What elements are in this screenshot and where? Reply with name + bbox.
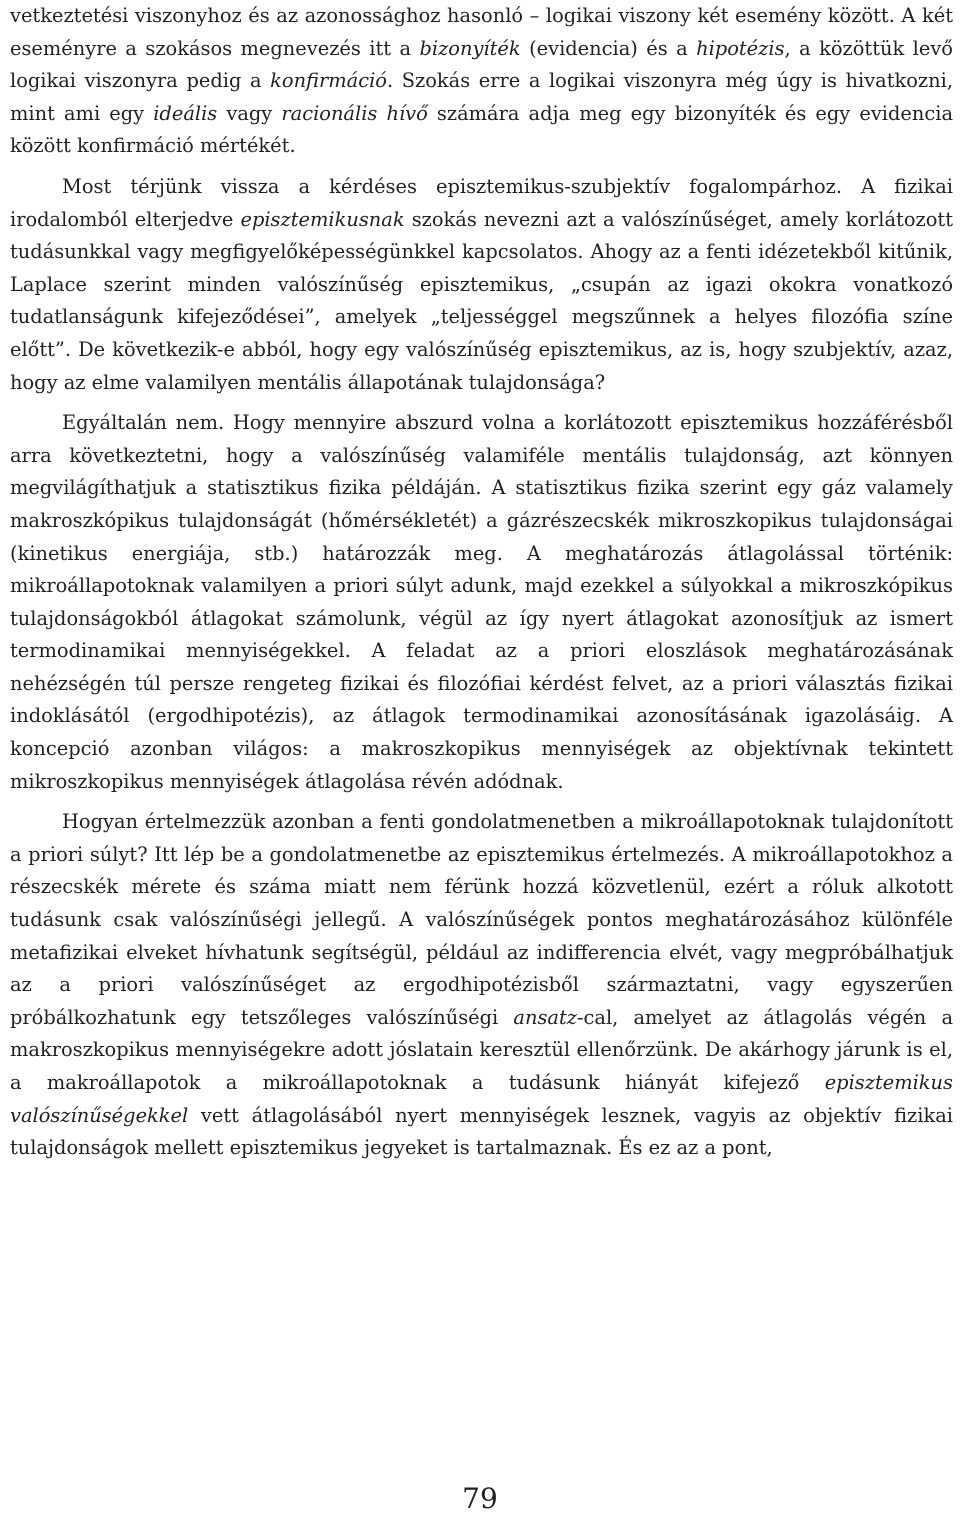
text-run: vagy [217,101,282,125]
text-run: . Szokás erre a logikai viszonyra még úgy is hivatkozni, mint ami egy [10,69,954,125]
text-run: Most térjünk vissza a kérdéses episztemikus-szubjektív fogalompárhoz. A fizikai irodalomból elterjedve [10,174,953,231]
paragraph-1 [10,0,953,163]
italic-text: hipotézis [696,36,785,60]
text-run: -cal, amelyet az átlagolás végén a makroszkopikus mennyiségekre adott jóslatain keresztül ellenőrzünk. De akárhogy járunk is el, a makroállapotok a mikroállapotoknak a tudásunk hiányát kifejező [10,1005,954,1094]
text-run: Egyáltalán nem. Hogy mennyire abszurd volna a korlátozott episztemikus hozzáférésből arra következtetni, hogy a valószínűség valamiféle mentális tulajdonság, azt könnyen megvilágíthatjuk a statisztikus fizika példáján. A statisztikus fizika szerint egy gáz valamely makroszkópikus tulajdonságát (hőmérsékletét) a gázrészecskék mikroszkopikus tulajdonságai (kinetikus energiája, stb.) határozzák meg. A meghatározás átlagolással történik: mikroállapotoknak valamilyen a priori súlyt adunk, majd ezekkel a súlyokkal a mikroszkópikus tulajdonságokból átlagokat számolunk, végül az így nyert átlagokat azonosítjuk az ismert termodinamikai mennyiségekkel. A feladat az a priori eloszlások meghatározásának nehézségén túl persze rengeteg fizikai és filozófiai kérdést felvet, az a priori választás fizikai indoklásától (ergodhipotézis), az átlagok termodinamikai azonosításának igazolásáig. A koncepció azonban világos: a makroszkopikus mennyiségek az objektívnak tekintett mikroszkopikus mennyiségek átlagolása révén adódnak. [10,411,953,793]
paragraph-2 [10,171,953,399]
italic-text: ansatz [513,1005,577,1029]
italic-text: episztemikus valószínűségekkel [10,1071,953,1127]
italic-text: episztemikusnak [240,207,405,231]
text-run: vetkeztetési viszonyhoz és az azonossághoz hasonló – logikai viszony két esemény között. A két eseményre a szokásos megnevezés itt a [10,4,953,60]
text-run: szokás nevezni azt a valószínűséget, amely korlátozott tudásunkkal vagy megfigyelőképességünkkel kapcsolatos. Ahogy az a fenti idézetekből kitűnik, Laplace szerint minden valószínűség episztemikus, „csupán az igazi okokra vonatkozó tudatlanságunk kifejeződései”, amelyek „teljességgel megszűnnek a helyes filozófia színe előtt”. De következik-e abból, hogy egy valószínűség episztemikus, az is, hogy szubjektív, azaz, hogy az elme valamilyen mentális állapotának tulajdonsága? [10,207,953,394]
italic-text: bizonyíték [419,36,521,60]
italic-text: konfirmáció [270,69,387,93]
page-body [10,0,953,1165]
text-run: , a közöttük levő logikai viszonyra pedig a [10,36,953,93]
paragraph-3 [10,407,953,798]
italic-text: racionális hívő [281,101,428,125]
paragraph-4 [10,806,953,1165]
text-run: vett átlagolásából nyert mennyiségek lesznek, vagyis az objektív fizikai tulajdonságok mellett episztemikus jegyeket is tartalmaznak. És ez az a pont, [10,1103,953,1160]
text-run: Hogyan értelmezzük azonban a fenti gondolatmenetben a mikroállapotoknak tulajdonított a priori súlyt? Itt lép be a gondolatmenetbe az episztemikus értelmezés. A mikroállapotokhoz a részecskék mérete és száma miatt nem férünk hozzá közvetlenül, ezért a róluk alkotott tudásunk csak valószínűségi jellegű. A valószínűségek pontos meghatározásához különféle metafizikai elveket hívhatunk segítségül, például az indifferencia elvét, vagy megpróbálhatjuk az a priori valószínűséget az ergodhipotézisből származtatni, vagy egyszerűen próbálkozhatunk egy tetszőleges valószínűségi [10,810,953,1029]
text-run: számára adja meg egy bizonyíték és egy evidencia között konfirmáció mértékét. [10,101,954,158]
page-number: 79 [462,1482,498,1515]
italic-text: ideális [153,101,218,125]
text-run: (evidencia) és a [520,36,697,60]
